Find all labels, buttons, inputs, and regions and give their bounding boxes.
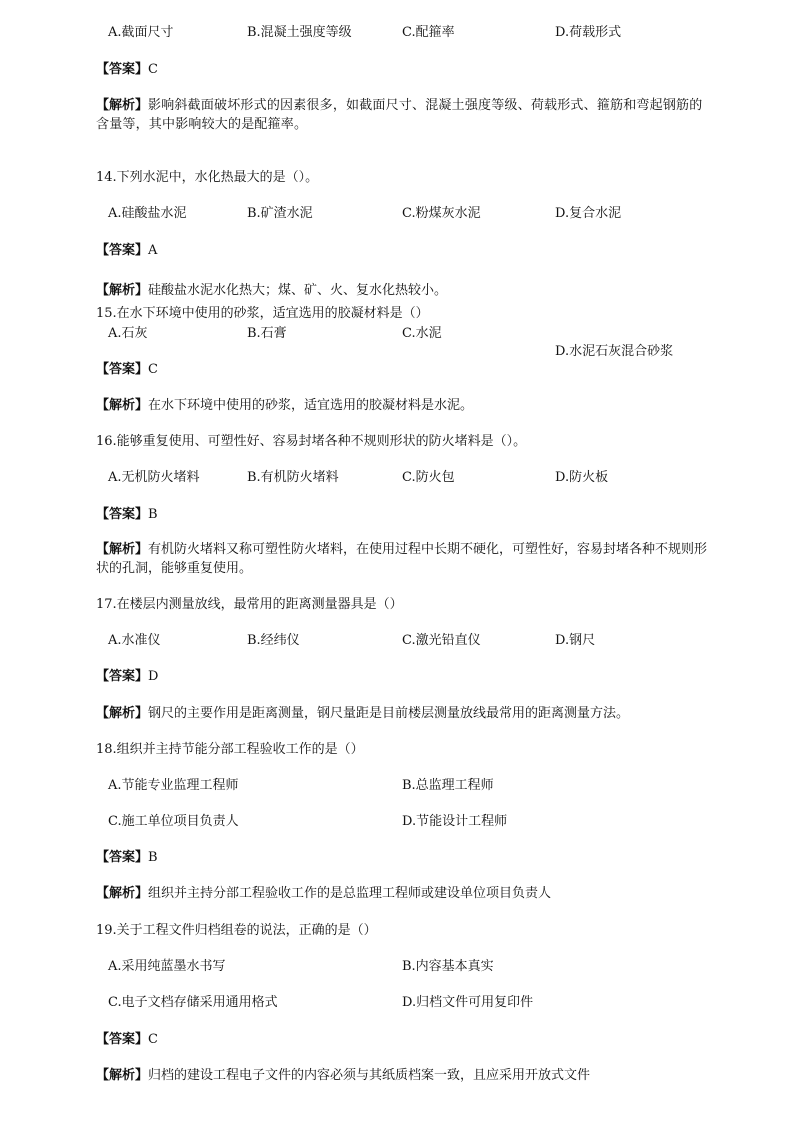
explanation-label: 【解析】 xyxy=(96,706,149,721)
option-b: B.石膏 xyxy=(247,326,287,341)
option-c: C.水泥 xyxy=(402,326,442,341)
answer-value: C xyxy=(148,1032,158,1047)
explanation-label: 【解析】 xyxy=(96,542,149,557)
explanation-text: 组织并主持分部工程验收工作的是总监理工程师或建设单位项目负责人 xyxy=(148,886,552,901)
explanation-label: 【解析】 xyxy=(96,98,149,113)
option-d: D.归档文件可用复印件 xyxy=(402,995,534,1010)
option-c: C.电子文档存储采用通用格式 xyxy=(108,995,278,1010)
answer-line xyxy=(96,243,157,259)
explanation-text: 钢尺的主要作用是距离测量，钢尺量距是目前楼层测量放线最常用的距离测量方法。 xyxy=(148,706,630,721)
option-a: A.节能专业监理工程师 xyxy=(108,778,239,793)
option-c: C.配箍率 xyxy=(402,25,455,40)
option-a: A.石灰 xyxy=(108,326,148,341)
explanation xyxy=(96,886,551,902)
answer-value: B xyxy=(148,850,158,865)
option-a: A.采用纯蓝墨水书写 xyxy=(108,959,226,974)
option-a: A.水准仪 xyxy=(108,633,161,648)
answer-value: A xyxy=(148,243,158,258)
answer-line xyxy=(96,850,158,866)
explanation-label: 【解析】 xyxy=(96,886,149,901)
answer-value: C xyxy=(148,62,158,77)
option-b: B.经纬仪 xyxy=(247,633,300,648)
explanation-text: 有机防火堵料又称可塑性防火堵料，在使用过程中长期不硬化，可塑性好，容易封堵各种不规则形状的孔洞，能够重复使用。 xyxy=(96,542,708,576)
option-b: B.混凝土强度等级 xyxy=(247,25,352,40)
answer-value: D xyxy=(148,669,159,684)
answer-label: 【答案】 xyxy=(96,850,149,865)
explanation xyxy=(96,398,473,414)
explanation xyxy=(96,706,629,722)
question-text: 17.在楼层内测量放线，最常用的距离测量器具是（） xyxy=(96,597,403,612)
option-c: C.粉煤灰水泥 xyxy=(402,206,481,221)
answer-line xyxy=(96,1032,158,1048)
answer-line xyxy=(96,62,158,78)
answer-value: C xyxy=(148,362,158,377)
option-c: C.施工单位项目负责人 xyxy=(108,814,239,829)
explanation-label: 【解析】 xyxy=(96,1068,149,1083)
option-d: D.钢尺 xyxy=(555,633,596,648)
option-c: C.防火包 xyxy=(402,470,455,485)
answer-line xyxy=(96,507,158,523)
question-text: 18.组织并主持节能分部工程验收工作的是（） xyxy=(96,742,364,757)
option-b: B.矿渣水泥 xyxy=(247,206,313,221)
question-text: 15.在水下环境中使用的砂浆，适宜选用的胶凝材料是（） xyxy=(96,306,429,321)
explanation-label: 【解析】 xyxy=(96,283,149,298)
option-d: D.复合水泥 xyxy=(555,206,622,221)
answer-label: 【答案】 xyxy=(96,362,149,377)
answer-line xyxy=(96,669,158,685)
explanation-text: 影响斜截面破坏形式的因素很多，如截面尺寸、混凝土强度等级、荷载形式、箍筋和弯起钢筋的含量等，其中影响较大的是配箍率。 xyxy=(96,98,703,132)
question-text: 16.能够重复使用、可塑性好、容易封堵各种不规则形状的防火堵料是（）。 xyxy=(96,434,527,449)
answer-label: 【答案】 xyxy=(96,507,149,522)
option-d: D.水泥石灰混合砂浆 xyxy=(555,344,674,359)
explanation xyxy=(96,540,708,578)
option-c: C.激光铅直仪 xyxy=(402,633,481,648)
question-text: 14.下列水泥中，水化热最大的是（）。 xyxy=(96,170,319,185)
answer-line xyxy=(96,362,158,378)
answer-label: 【答案】 xyxy=(96,62,149,77)
explanation xyxy=(96,96,708,134)
option-a: A.截面尺寸 xyxy=(108,25,174,40)
option-d: D.节能设计工程师 xyxy=(402,814,508,829)
explanation-text: 归档的建设工程电子文件的内容必须与其纸质档案一致，且应采用开放式文件 xyxy=(148,1068,591,1083)
answer-label: 【答案】 xyxy=(96,669,149,684)
option-d: D.防火板 xyxy=(555,470,609,485)
answer-value: B xyxy=(148,507,158,522)
option-a: A.无机防火堵料 xyxy=(108,470,200,485)
option-b: B.内容基本真实 xyxy=(402,959,494,974)
question-text: 19.关于工程文件归档组卷的说法，正确的是（） xyxy=(96,923,377,938)
option-d: D.荷载形式 xyxy=(555,25,622,40)
answer-label: 【答案】 xyxy=(96,243,149,258)
option-b: B.有机防火堵料 xyxy=(247,470,339,485)
option-b: B.总监理工程师 xyxy=(402,778,494,793)
option-a: A.硅酸盐水泥 xyxy=(108,206,187,221)
explanation xyxy=(96,1068,590,1084)
answer-label: 【答案】 xyxy=(96,1032,149,1047)
explanation-text: 在水下环境中使用的砂浆，适宜选用的胶凝材料是水泥。 xyxy=(148,398,474,413)
explanation-text: 硅酸盐水泥水化热大；煤、矿、火、复水化热较小。 xyxy=(148,283,448,298)
explanation xyxy=(96,283,447,299)
explanation-label: 【解析】 xyxy=(96,398,149,413)
